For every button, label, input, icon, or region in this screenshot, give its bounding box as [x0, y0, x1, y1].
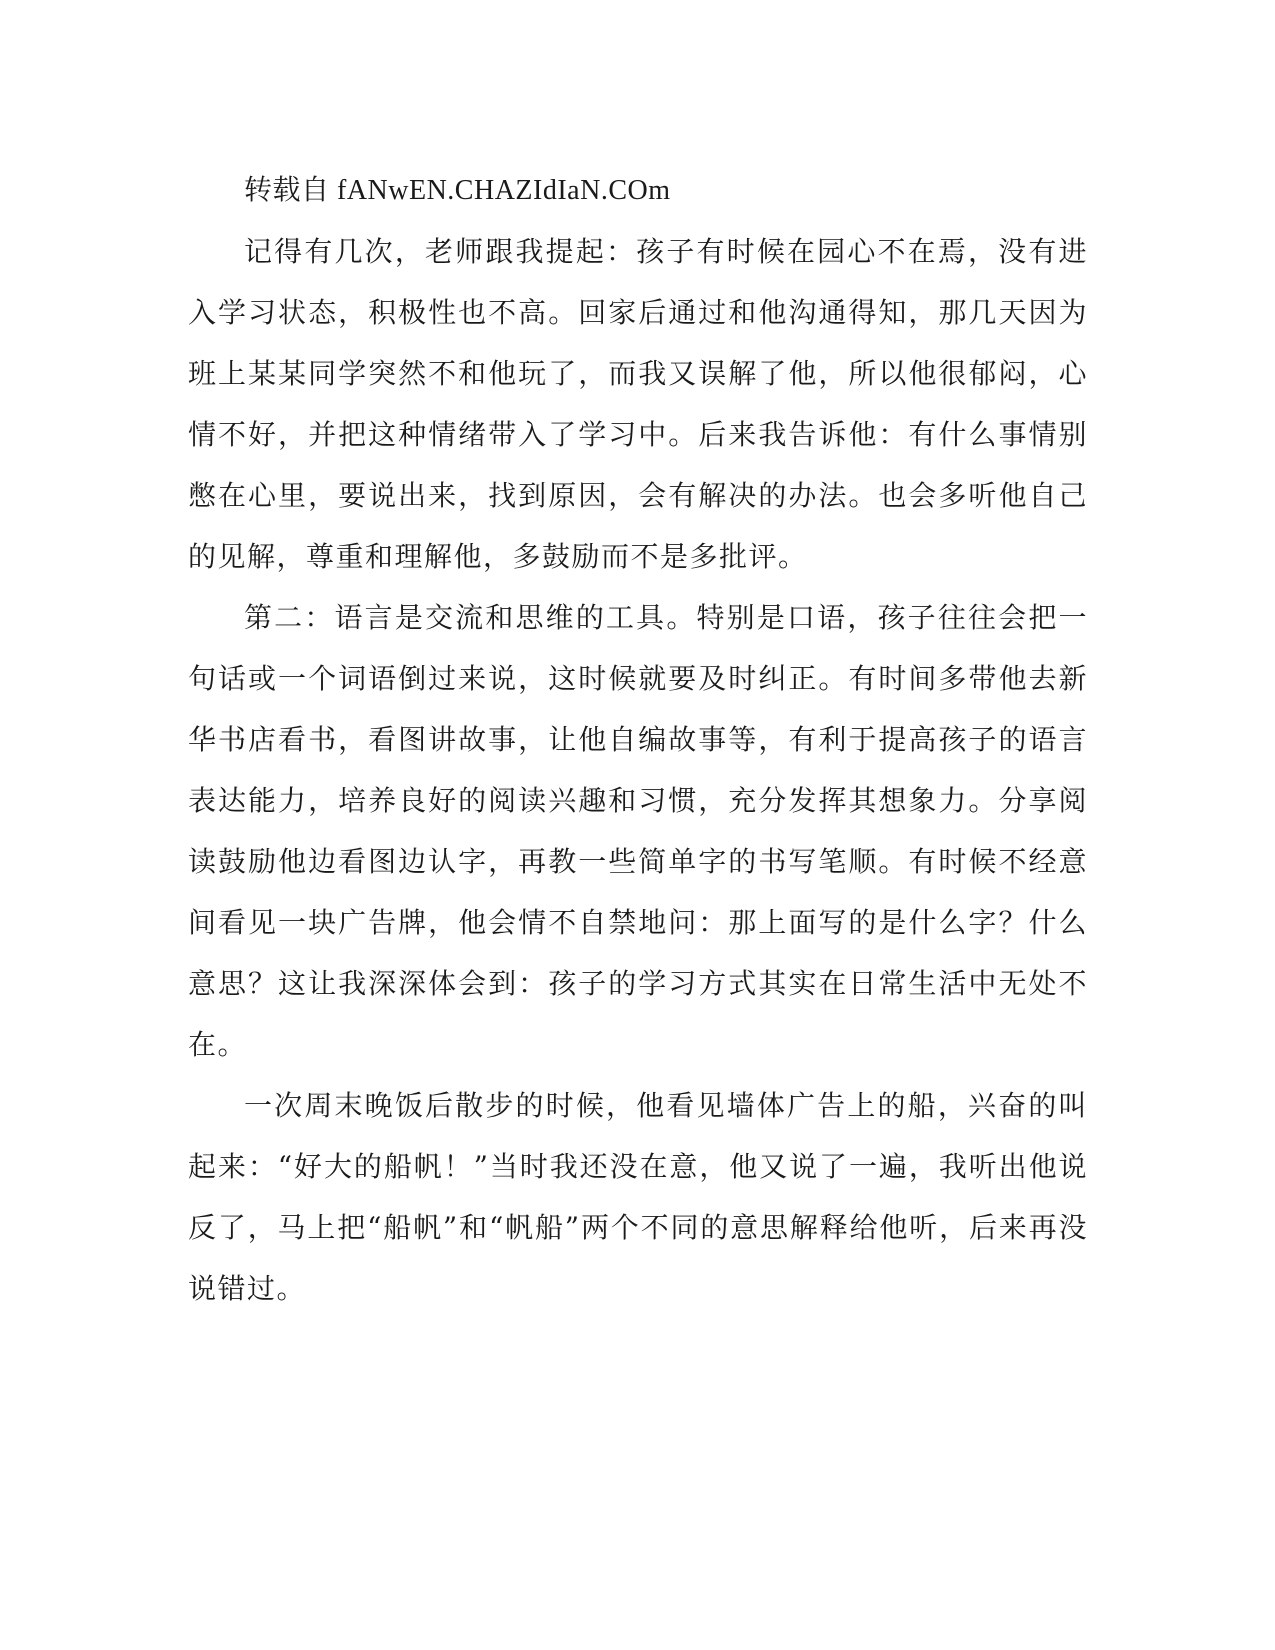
paragraph-2: 第二：语言是交流和思维的工具。特别是口语，孩子往往会把一句话或一个词语倒过来说，这时候就要及时纠正。有时间多带他去新华书店看书，看图讲故事，让他自编故事等，有利于提高孩子的语言表达能力，培养良好的阅读兴趣和习惯，充分发挥其想象力。分享阅读鼓励他边看图边认字，再教一些简单字的书写笔顺。有时候不经意间看见一块广告牌，他会情不自禁地问：那上面写的是什么字？什么意思？这让我深深体会到：孩子的学习方式其实在日常生活中无处不在。	[188, 601, 1088, 1061]
document-body	[188, 160, 1088, 1319]
paragraph-1: 记得有几次，老师跟我提起：孩子有时候在园心不在焉，没有进入学习状态，积极性也不高。回家后通过和他沟通得知，那几天因为班上某某同学突然不和他玩了，而我又误解了他，所以他很郁闷，心情不好，并把这种情绪带入了学习中。后来我告诉他：有什么事情别憋在心里，要说出来，找到原因，会有解决的办法。也会多听他自己的见解，尊重和理解他，多鼓励而不是多批评。	[188, 235, 1088, 573]
source-line: 转载自 fANwEN.CHAZIdIaN.COm	[244, 175, 671, 206]
paragraph-3: 一次周末晚饭后散步的时候，他看见墙体广告上的船，兴奋的叫起来：“好大的船帆！”当时我还没在意，他又说了一遍，我听出他说反了，马上把“船帆”和“帆船”两个不同的意思解释给他听，后来再没说错过。	[188, 1089, 1088, 1305]
